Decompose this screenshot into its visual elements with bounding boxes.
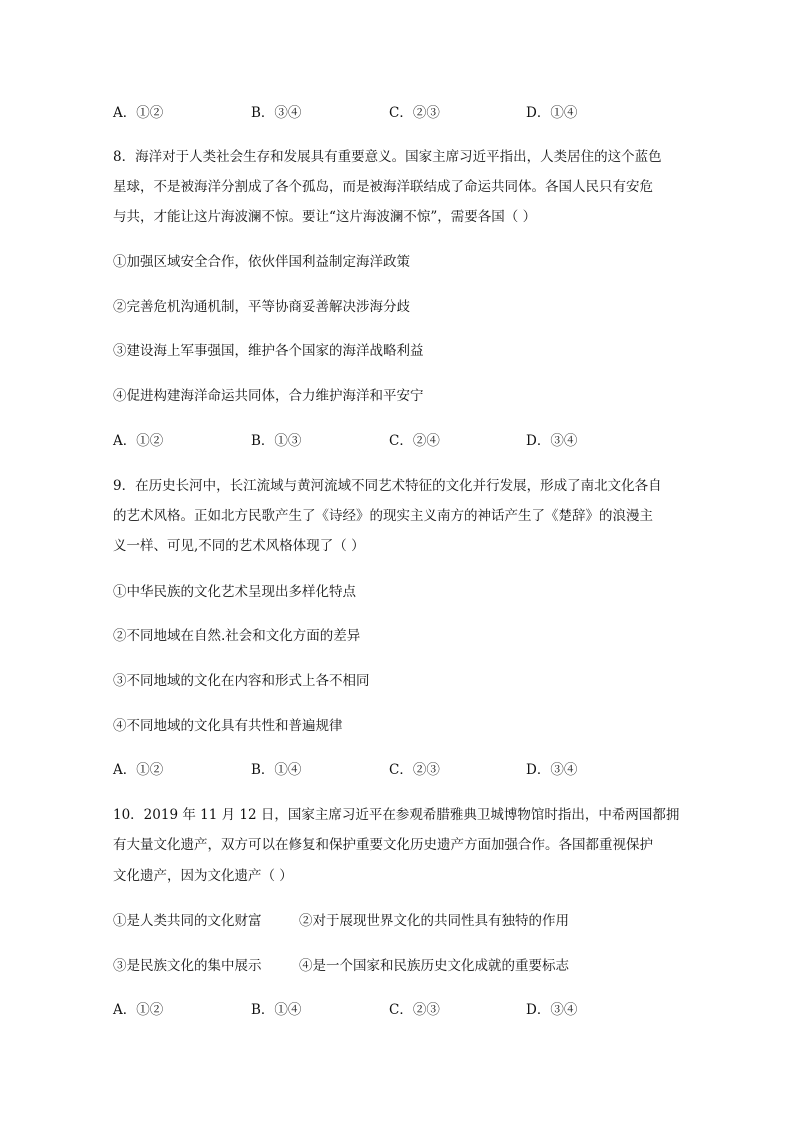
q7-option-c[interactable]: C．②③ <box>389 105 440 121</box>
q10-stem-line-1: 10．2019 年 11 月 12 日，国家主席习近平在参观希腊雅典卫城博物馆时指出，中希两国都拥 <box>113 807 680 823</box>
q8-option-c[interactable]: C．②④ <box>389 433 440 449</box>
q8-stem-line-1: 8．海洋对于人类社会生存和发展具有重要意义。国家主席习近平指出，人类居住的这个蓝色 <box>113 149 662 165</box>
q10-option-c[interactable]: C．②③ <box>389 1002 440 1018</box>
q8-item-3: ③建设海上军事强国，维护各个国家的海洋战略利益 <box>113 343 424 359</box>
q9-stem-line-3: 义一样、可见,不同的艺术风格体现了（ ） <box>113 538 365 554</box>
q9-item-2: ②不同地域在自然.社会和文化方面的差异 <box>113 628 361 644</box>
q9-option-b[interactable]: B．①④ <box>251 762 302 778</box>
q8-item-1: ①加强区域安全合作，依伙伴国利益制定海洋政策 <box>113 254 410 270</box>
q8-stem-line-3: 与共，才能让这片海波澜不惊。要让“这片海波澜不惊”，需要各国（ ） <box>113 209 537 225</box>
q9-option-a[interactable]: A．①② <box>113 762 164 778</box>
q10-item-3: ③是民族文化的集中展示 <box>113 958 262 974</box>
q10-items-row-1 <box>113 911 713 931</box>
q10-option-b[interactable]: B．①④ <box>251 1002 302 1018</box>
q10-items-row-2 <box>113 956 713 976</box>
q7-option-a[interactable]: A．①② <box>113 105 164 121</box>
q7-options <box>113 103 713 123</box>
q9-item-1: ①中华民族的文化艺术呈现出多样化特点 <box>113 584 356 600</box>
q9-option-c[interactable]: C．②③ <box>389 762 440 778</box>
q7-option-d[interactable]: D．①④ <box>526 105 578 121</box>
q7-option-b[interactable]: B．③④ <box>251 105 302 121</box>
q8-item-2: ②完善危机沟通机制，平等协商妥善解决涉海分歧 <box>113 299 410 315</box>
q8-option-d[interactable]: D．③④ <box>526 433 578 449</box>
q8-stem-line-2: 星球，不是被海洋分割成了各个孤岛，而是被海洋联结成了命运共同体。各国人民只有安危 <box>113 179 653 195</box>
q10-item-2: ②对于展现世界文化的共同性具有独特的作用 <box>299 913 569 929</box>
q9-stem-line-2: 的艺术风格。正如北方民歌产生了《诗经》的现实主义南方的神话产生了《楚辞》的浪漫主 <box>113 508 653 524</box>
q9-option-d[interactable]: D．③④ <box>526 762 578 778</box>
q8-option-a[interactable]: A．①② <box>113 433 164 449</box>
q9-stem-line-1: 9．在历史长河中，长江流域与黄河流域不同艺术特征的文化并行发展，形成了南北文化各自 <box>113 478 662 494</box>
q10-item-1: ①是人类共同的文化财富 <box>113 913 262 929</box>
q9-options <box>113 760 713 780</box>
q10-stem-line-2: 有大量文化遗产，双方可以在修复和保护重要文化历史遗产方面加强合作。各国都重视保护 <box>113 837 653 853</box>
q8-options <box>113 431 713 451</box>
q10-option-a[interactable]: A．①② <box>113 1002 164 1018</box>
q9-item-4: ④不同地域的文化具有共性和普遍规律 <box>113 718 343 734</box>
q8-item-4: ④促进构建海洋命运共同体，合力维护海洋和平安宁 <box>113 388 424 404</box>
q9-item-3: ③不同地域的文化在内容和形式上各不相同 <box>113 673 370 689</box>
q10-options <box>113 1000 713 1020</box>
q10-stem-line-3: 文化遗产，因为文化遗产（ ） <box>113 868 293 884</box>
q8-option-b[interactable]: B．①③ <box>251 433 302 449</box>
q10-option-d[interactable]: D．③④ <box>526 1002 578 1018</box>
q10-item-4: ④是一个国家和民族历史文化成就的重要标志 <box>299 958 569 974</box>
